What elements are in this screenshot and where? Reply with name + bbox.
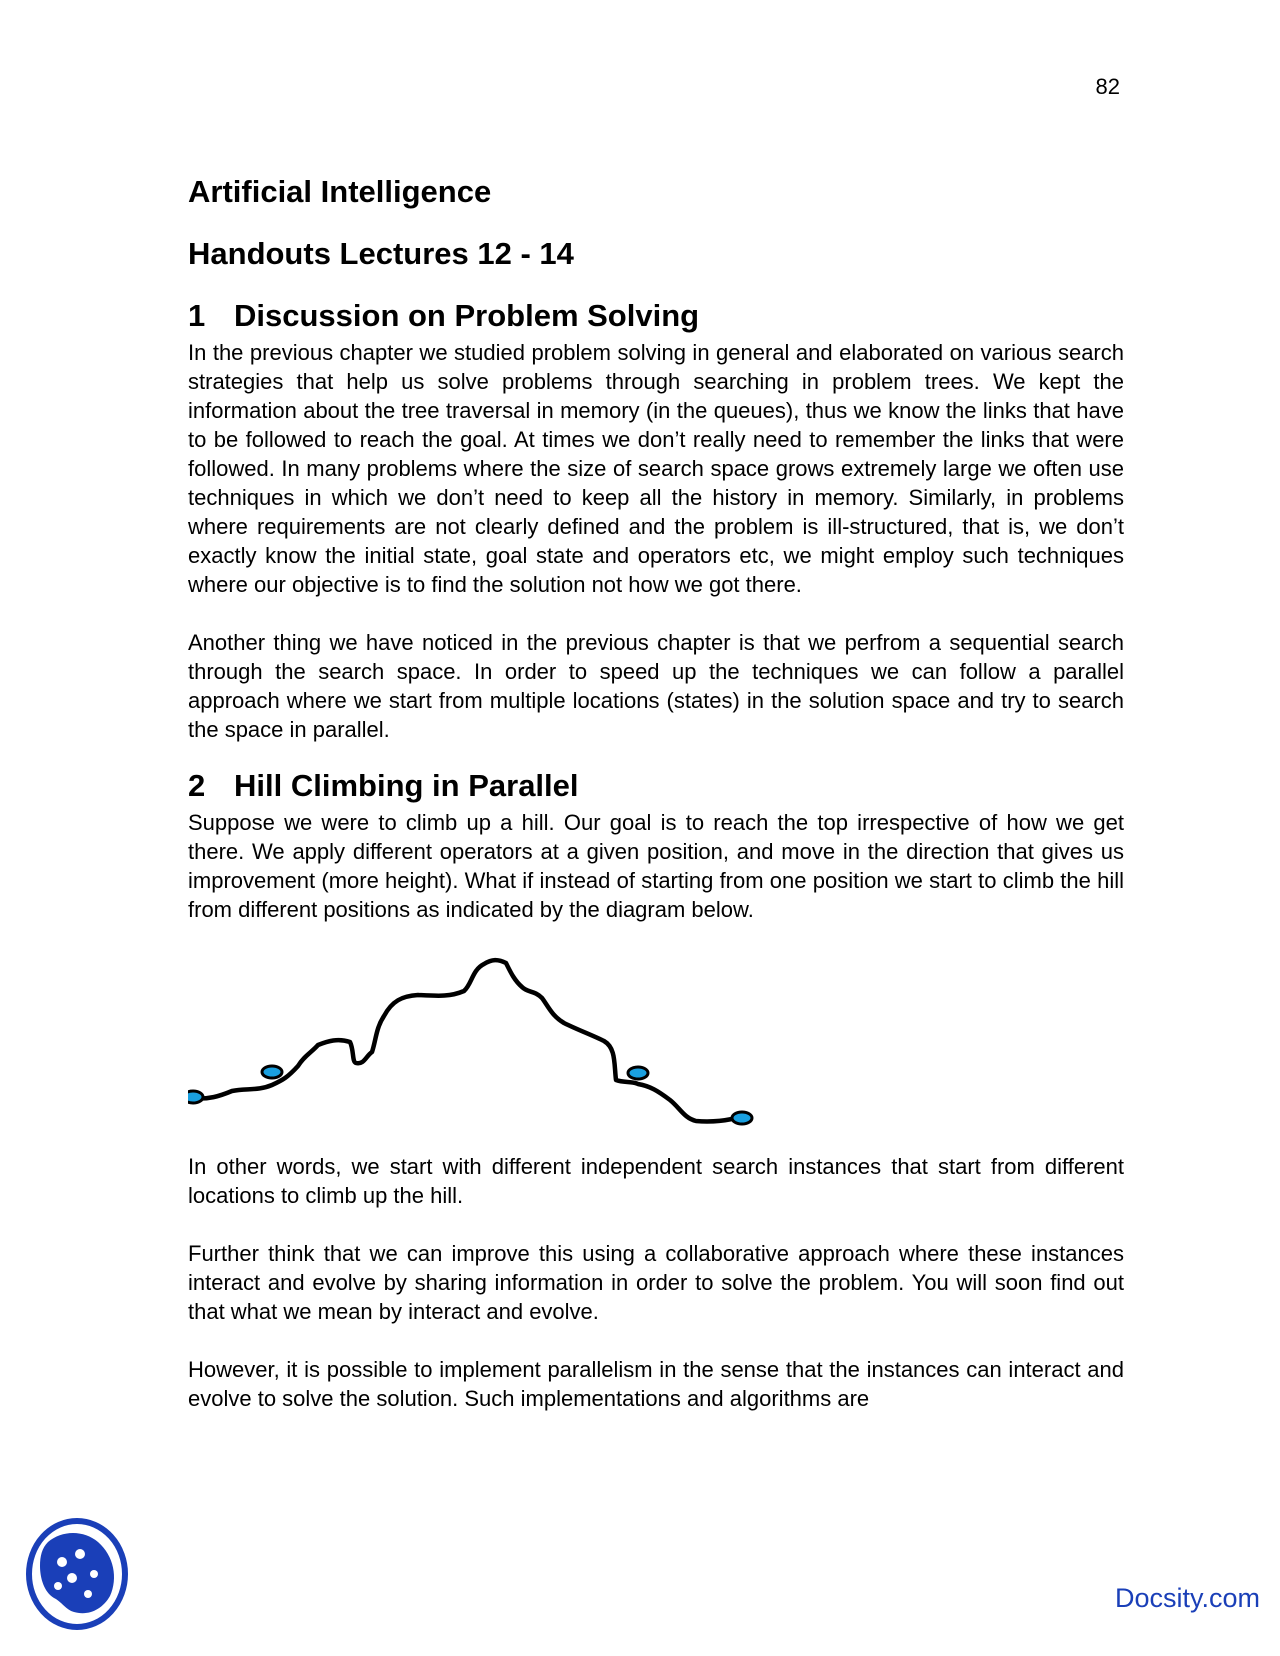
- brand-link[interactable]: Docsity.com: [1114, 1583, 1260, 1613]
- section-heading-1: [188, 296, 1124, 336]
- page-number: 82: [1095, 74, 1120, 99]
- start-marker: [732, 1112, 752, 1124]
- hill-outline: [192, 960, 732, 1121]
- hill-climbing-diagram: [188, 946, 788, 1136]
- paragraph: In other words, we start with different independent search instances that start from different locations to climb up the hill.: [188, 1154, 1124, 1208]
- document-title: Artificial Intelligence: [188, 174, 492, 209]
- section-number: 1: [188, 298, 206, 333]
- section-title: Discussion on Problem Solving: [234, 298, 700, 333]
- paragraph: Further think that we can improve this using a collaborative approach where these instances interact and evolve by sharing information in order to solve the problem. You will soon find out that what we mean by interact and evolve.: [188, 1241, 1124, 1324]
- document-subtitle: Handouts Lectures 12 - 14: [188, 236, 574, 271]
- paragraph: In the previous chapter we studied problem solving in general and elaborated on various search strategies that help us solve problems through searching in problem trees. We kept the information about the tree traversal in memory (in the queues), thus we know the links that have to be followed to reach the goal. At times we don’t really need to remember the links that were followed. In many problems where the size of search space grows extremely large we often use techniques in which we don’t need to keep all the history in memory. Similarly, in problems where requirements are not clearly defined and the problem is ill-structured, that is, we don’t exactly know the initial state, goal state and operators etc, we might employ such techniques where our objective is to find the solution not how we got there.: [188, 340, 1124, 597]
- section-number: 2: [188, 768, 206, 803]
- section-heading-2: [188, 766, 1124, 806]
- paragraph: Suppose we were to climb up a hill. Our goal is to reach the top irrespective of how we get there. We apply different operators at a given position, and move in the direction that gives us improvement (more height). What if instead of starting from one position we start to climb the hill from different positions as indicated by the diagram below.: [188, 810, 1124, 922]
- paragraph: However, it is possible to implement parallelism in the sense that the instances can interact and evolve to solve the solution. Such implementations and algorithms are: [188, 1357, 1124, 1411]
- paragraph: Another thing we have noticed in the previous chapter is that we perfrom a sequential search through the search space. In order to speed up the techniques we can follow a parallel approach where we start from multiple locations (states) in the solution space and try to search the space in parallel.: [188, 630, 1124, 742]
- start-marker: [188, 1091, 203, 1103]
- start-marker: [628, 1067, 648, 1079]
- document-body: [188, 172, 1124, 1413]
- section-title: Hill Climbing in Parallel: [234, 768, 579, 803]
- start-marker: [262, 1066, 282, 1078]
- docsity-logo[interactable]: [22, 1512, 132, 1632]
